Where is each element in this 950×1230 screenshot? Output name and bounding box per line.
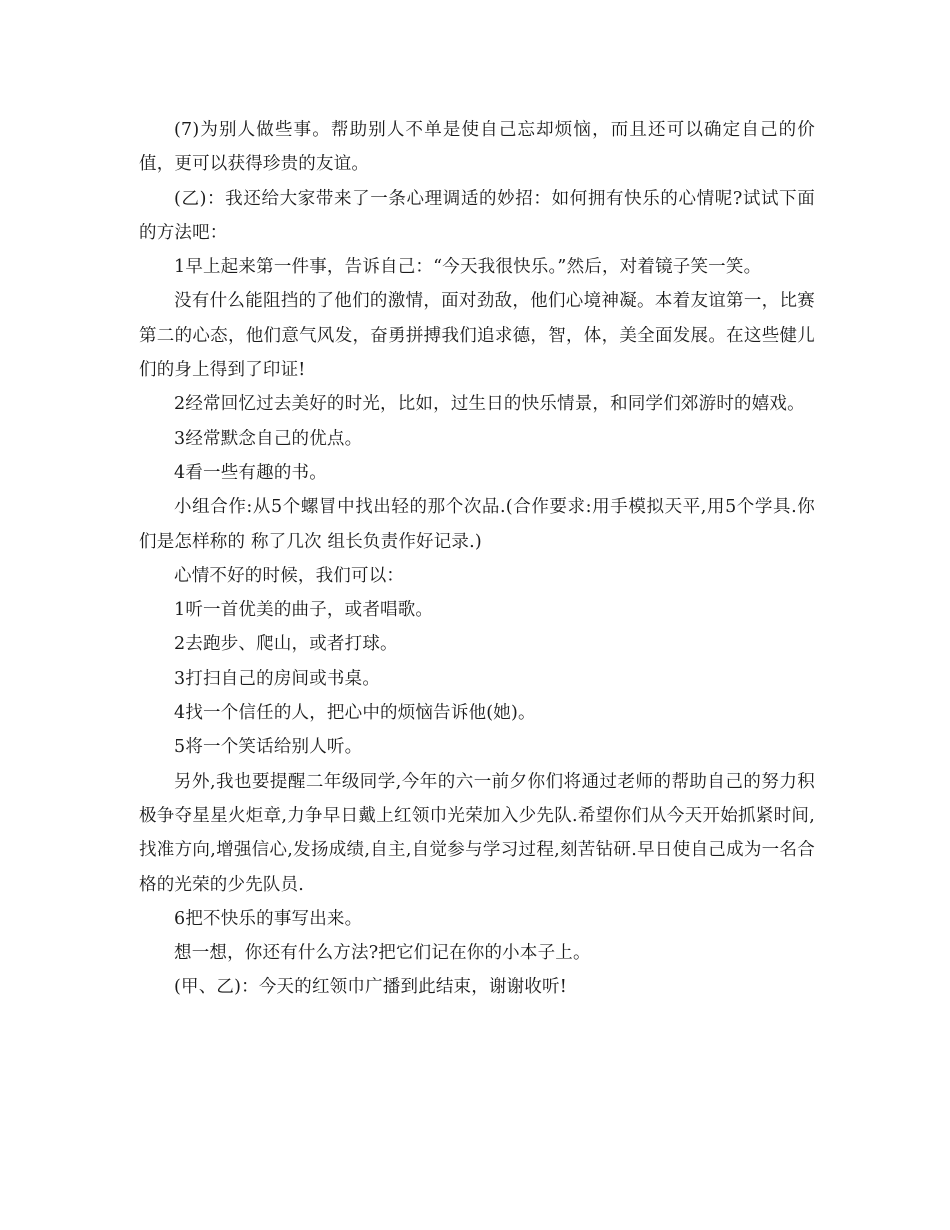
paragraph-young-pioneers: 另外,我也要提醒二年级同学,今年的六一前夕你们将通过老师的帮助自己的努力积极争夺星星火炬章,力争早日戴上红领巾光荣加入少先队.希望你们从今天开始抓紧时间,找准方向,增强信心,发扬成绩,自主,自觉参与学习过程,刻苦钻研.早日使自己成为一名合格的光荣的少先队员. (139, 771, 815, 895)
paragraph-group-work: 小组合作:从5个螺冒中找出轻的那个次品.(合作要求:用手模拟天平,用5个学具.你们是怎样称的 称了几次 组长负责作好记录.) (139, 497, 815, 552)
paragraph-mood-2: 2去跑步、爬山，或者打球。 (174, 634, 398, 655)
paragraph-mood-6: 6把不快乐的事写出来。 (174, 908, 363, 929)
paragraph-think: 想一想，你还有什么方法?把它们记在你的小本子上。 (174, 943, 591, 964)
paragraph-method-2: 2经常回忆过去美好的时光，比如，过生日的快乐情景，和同学们郊游时的嬉戏。 (174, 394, 805, 415)
paragraph-yi-intro: (乙)：我还给大家带来了一条心理调适的妙招：如何拥有快乐的心情呢?试试下面的方法吧： (139, 188, 815, 243)
paragraph-method-1: 1早上起来第一件事，告诉自己：“今天我很快乐。”然后，对着镜子笑一笑。 (174, 257, 762, 278)
paragraph-athletes: 没有什么能阻挡的了他们的激情，面对劲敌，他们心境神凝。本着友谊第一，比赛第二的心态，他们意气风发，奋勇拼搏我们追求德，智，体，美全面发展。在这些健儿们的身上得到了印证! (139, 291, 815, 381)
document-body (139, 113, 815, 1005)
paragraph-method-4: 4看一些有趣的书。 (174, 462, 327, 483)
paragraph-7-help-others: (7)为别人做些事。帮助别人不单是使自己忘却烦恼，而且还可以确定自己的价值，更可以获得珍贵的友谊。 (139, 120, 815, 175)
paragraph-mood-1: 1听一首优美的曲子，或者唱歌。 (174, 600, 434, 621)
paragraph-mood-3: 3打扫自己的房间或书桌。 (174, 668, 381, 689)
paragraph-method-3: 3经常默念自己的优点。 (174, 428, 363, 449)
paragraph-mood-4: 4找一个信任的人，把心中的烦恼告诉他(她)。 (174, 703, 536, 724)
paragraph-bad-mood-intro: 心情不好的时候，我们可以： (174, 565, 405, 586)
paragraph-closing: (甲、乙)：今天的红领巾广播到此结束，谢谢收听! (174, 977, 567, 998)
paragraph-mood-5: 5将一个笑话给别人听。 (174, 737, 363, 758)
